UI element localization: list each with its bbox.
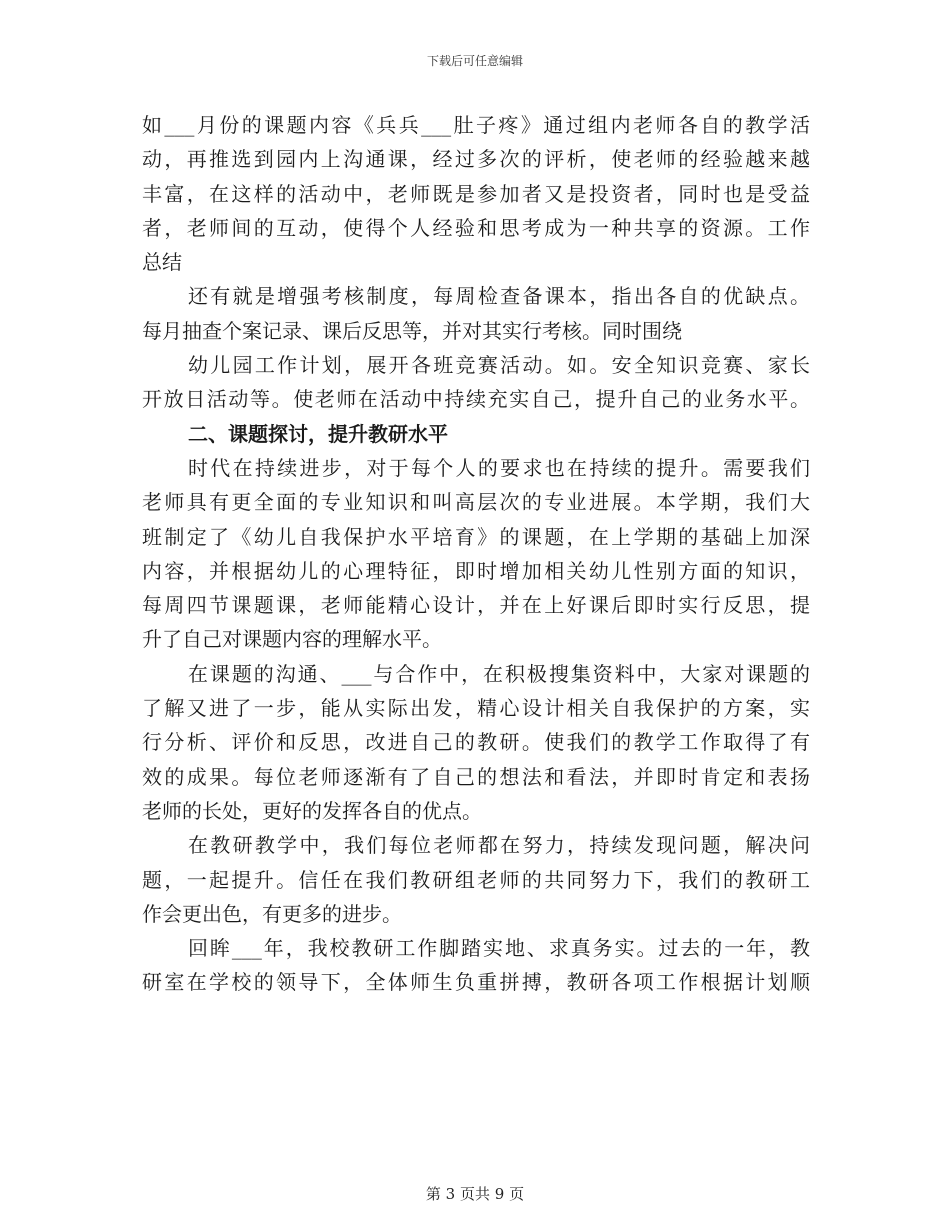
text-line: 班制定了《幼儿自我保护水平培育》的课题，在上学期的基础上加深 bbox=[142, 524, 810, 549]
text-line: 作会更出色，有更多的进步。 bbox=[142, 901, 402, 926]
text-line: 老师的长处，更好的发挥各自的优点。 bbox=[142, 798, 482, 823]
text-line: 回眸___年，我校教研工作脚踏实地、求真务实。过去的一年，教 bbox=[188, 936, 810, 961]
text-line: 题，一起提升。信任在我们教研组老师的共同努力下，我们的教研工 bbox=[142, 867, 810, 892]
text-line: 内容，并根据幼儿的心理特征，即时增加相关幼儿性别方面的知识， bbox=[142, 558, 810, 583]
page-header: 下载后可任意编辑 bbox=[426, 54, 523, 68]
text-line: 每月抽查个案记录、课后反思等，并对其实行考核。同时围绕 bbox=[142, 318, 682, 343]
text-line: 者，老师间的互动，使得个人经验和思考成为一种共享的资源。工作 bbox=[142, 215, 810, 240]
page-footer: 第 3 页共 9 页 bbox=[425, 1185, 525, 1203]
text-line: 老师具有更全面的专业知识和叫高层次的专业进展。本学期，我们大 bbox=[142, 490, 810, 515]
text-line: 时代在持续进步，对于每个人的要求也在持续的提升。需要我们 bbox=[188, 455, 810, 480]
text-line: 升了自己对课题内容的理解水平。 bbox=[142, 627, 442, 652]
text-line: 研室在学校的领导下，全体师生负重拼搏，教研各项工作根据计划顺 bbox=[142, 970, 810, 995]
text-line: 总结 bbox=[142, 250, 182, 275]
text-line: 在课题的沟通、___与合作中，在积极搜集资料中，大家对课题的 bbox=[188, 661, 810, 686]
text-line: 了解又进了一步，能从实际出发，精心设计相关自我保护的方案，实 bbox=[142, 696, 810, 721]
text-line: 每周四节课题课，老师能精心设计，并在上好课后即时实行反思，提 bbox=[142, 593, 810, 618]
text-line: 幼儿园工作计划，展开各班竞赛活动。如。安全知识竞赛、家长 bbox=[188, 353, 810, 378]
section-heading: 二、课题探讨，提升教研水平 bbox=[188, 421, 448, 446]
text-line: 动，再推选到园内上沟通课，经过多次的评析，使老师的经验越来越 bbox=[142, 147, 810, 172]
document-body bbox=[142, 108, 810, 1000]
text-line: 如___月份的课题内容《兵兵___肚子疼》通过组内老师各自的教学活 bbox=[142, 113, 810, 137]
text-line: 行分析、评价和反思，改进自己的教研。使我们的教学工作取得了有 bbox=[142, 730, 810, 755]
text-line: 在教研教学中，我们每位老师都在努力，持续发现问题，解决问 bbox=[188, 833, 810, 858]
text-line: 开放日活动等。使老师在活动中持续充实自己，提升自己的业务水平。 bbox=[142, 387, 810, 412]
text-line: 还有就是增强考核制度，每周检查备课本，指出各自的优缺点。 bbox=[188, 284, 810, 309]
text-line: 效的成果。每位老师逐渐有了自己的想法和看法，并即时肯定和表扬 bbox=[142, 764, 810, 789]
text-line: 丰富，在这样的活动中，老师既是参加者又是投资者，同时也是受益 bbox=[142, 181, 810, 206]
